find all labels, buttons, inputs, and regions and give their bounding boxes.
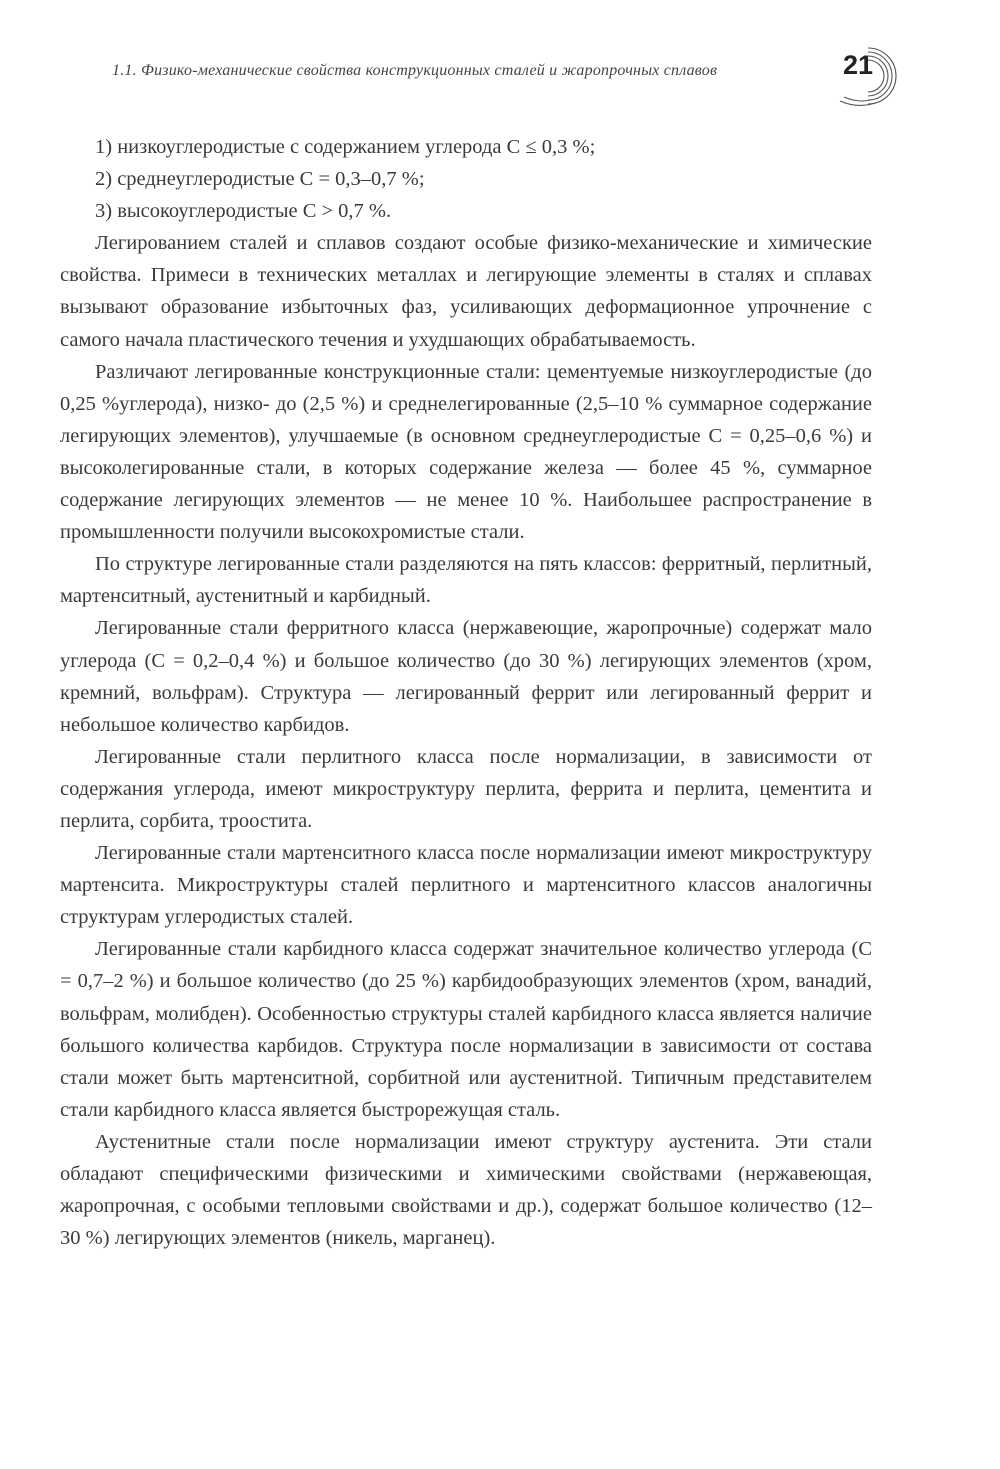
paragraph-ferritic-class: Легированные стали ферритного класса (нержавеющие, жаропрочные) содержат мало углерода (C = 0,2–0,4 %) и большое количество (до 30 %) легирующих элементов (хром, кремний, вольфрам). Структура — легированный феррит или легированный феррит и небольшое количество карбидов. bbox=[60, 617, 872, 736]
paragraph-structure-classes: По структуре легированные стали разделяются на пять классов: ферритный, перлитный, мартенситный, аустенитный и карбидный. bbox=[60, 553, 872, 608]
list-item-low-carbon: 1) низкоуглеродистые с содержанием углерода C ≤ 0,3 %; bbox=[95, 136, 596, 158]
paragraph-pearlitic-class: Легированные стали перлитного класса после нормализации, в зависимости от содержания углерода, имеют микроструктуру перлита, феррита и перлита, цементита и перлита, сорбита, троостита. bbox=[60, 745, 872, 832]
list-item-medium-carbon: 2) среднеуглеродистые C = 0,3–0,7 %; bbox=[95, 168, 425, 191]
paragraph-alloying: Легированием сталей и сплавов создают особые физико-механические и химические свойства. Примеси в технических металлах и легирующие элементы в сталях и сплавах вызывают образование избыточных фаз, усиливающих деформационное упрочнение с самого начала пластического течения и ухудшающих обрабатываемость. bbox=[60, 232, 872, 351]
body-text bbox=[60, 131, 872, 1254]
list-item-high-carbon: 3) высокоуглеродистые C > 0,7 %. bbox=[95, 200, 392, 223]
paragraph-austenitic-steels: Аустенитные стали после нормализации имеют структуру аустенита. Эти стали обладают специфическими физическими и химическими свойствами (нержавеющая, жаропрочная, с особыми тепловыми свойствами и др.), содержат большое количество (12–30 %) легирующих элементов (никель, марганец). bbox=[60, 1130, 872, 1250]
paragraph-martensitic-class: Легированные стали мартенситного класса после нормализации имеют микроструктуру мартенсита. Микроструктуры сталей перлитного и мартенситного классов аналогичны структурам углеродистых сталей. bbox=[60, 842, 872, 929]
paragraph-carbide-class: Легированные стали карбидного класса содержат значительное количество углерода (C = 0,7–2 %) и большое количество (до 25 %) карбидообразующих элементов (хром, ванадий, вольфрам, молибден). Особенностью структуры сталей карбидного класса является наличие большого количества карбидов. Структура после нормализации в зависимости от состава стали может быть мартенситной, сорбитной или аустенитной. Типичным представителем стали карбидного класса является быстрорежущая сталь. bbox=[60, 938, 872, 1121]
page-number: 21 bbox=[843, 50, 874, 80]
paragraph-alloyed-structural-steels: Различают легированные конструкционные стали: цементуемые низкоуглеродистые (до 0,25 %углерода), низко- до (2,5 %) и среднелегированные (2,5–10 % суммарное содержание легирующих элементов), улучшаемые (в основном среднеуглеродистые C = 0,25–0,6 %) и высоколегированные стали, в которых содержание железа — более 45 %, суммарное содержание легирующих элементов — не менее 10 %. Наибольшее распространение в промышленности получили высокохромистые стали. bbox=[60, 360, 873, 544]
concentric-arcs-icon bbox=[838, 44, 902, 108]
running-header: 1.1. Физико-механические свойства конструкционных сталей и жаропрочных сплавов bbox=[112, 62, 718, 79]
